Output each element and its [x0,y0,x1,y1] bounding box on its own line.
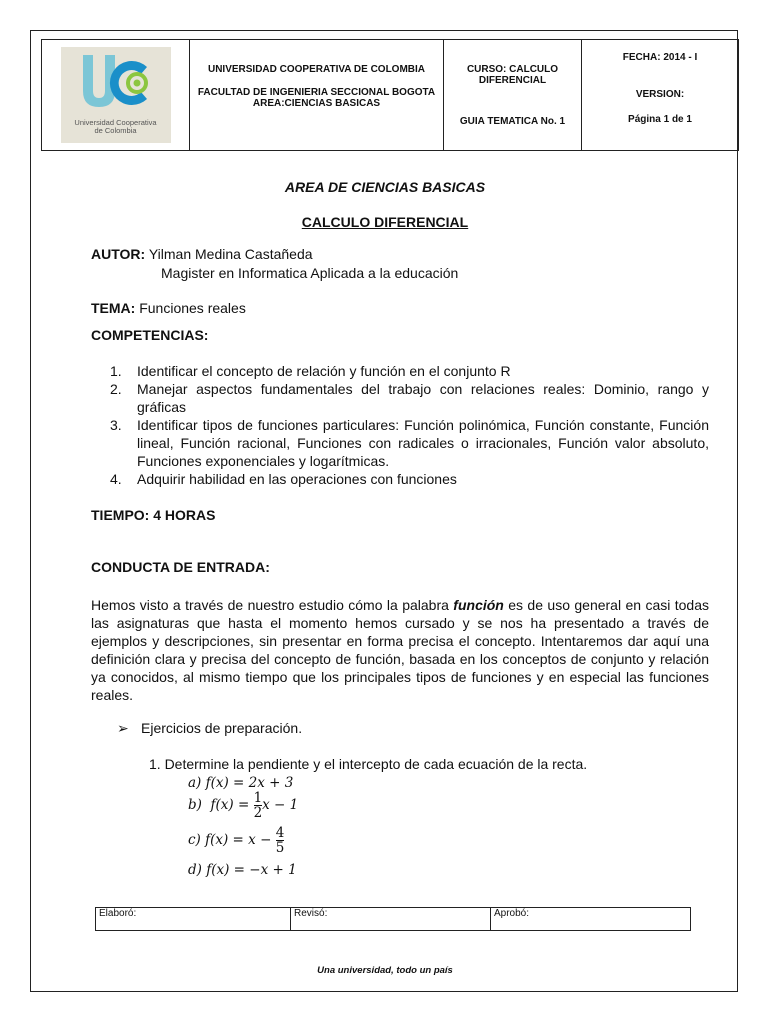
header-table [41,39,739,151]
university-logo [61,47,171,143]
arrow-bullet-icon: ➢ [117,720,129,736]
course-line2: DIFERENCIAL [478,75,547,86]
topic-line [91,299,246,317]
course-cell [444,40,582,150]
university-name: UNIVERSIDAD COOPERATIVA DE COLOMBIA [207,64,426,75]
guide-number: GUIA TEMATICA No. 1 [459,116,566,127]
document-page [30,30,738,992]
approved-by-cell: Aprobó: [494,908,530,919]
logo-text-line1: Universidad Cooperativa [74,118,157,127]
page-number: Página 1 de 1 [628,114,692,125]
equation-d: d) f(x) = −x + 1 [188,862,297,878]
list-item: 4. Adquirir habilidad en las operaciones con funciones [110,471,457,487]
time-heading: TIEMPO: 4 HORAS [91,507,216,523]
topic-value: Funciones reales [139,300,246,316]
author-degree: Magister en Informatica Aplicada a la educación [161,265,459,281]
topic-label: TEMA: [91,300,136,316]
faculty-name: FACULTAD DE INGENIERIA SECCIONAL BOGOTA [197,87,436,98]
fraction-c: $\frac{4}{5}$ [275,825,285,856]
equation-a: a) f(x) = 2x + 3 [188,775,294,791]
ucc-logo-icon [61,47,171,117]
list-item: 2. Manejar aspectos fundamentales del trabajo con relaciones reales: Dominio, rango y gráficas [110,381,709,415]
course-title: CALCULO DIFERENCIAL [301,214,469,230]
course-line1: CURSO: CALCULO [466,64,559,75]
equation-c: c) f(x) = x − $\frac{4}{5}$ [188,825,285,856]
signature-table [95,907,691,931]
date-text: FECHA: 2014 - I [622,52,698,63]
area-title: AREA DE CIENCIAS BASICAS [284,179,486,195]
made-by-cell: Elaboró: [96,908,291,930]
logo-text-line2: de Colombia [94,126,137,135]
entry-heading: CONDUCTA DE ENTRADA: [91,559,270,575]
reviewed-by-cell: Revisó: [291,908,491,930]
author-line [91,245,313,263]
equation-b: b) f(x) = $\frac{1}{2}$ x − 1 [188,790,299,821]
logo-cell [42,40,190,150]
fraction-b: $\frac{1}{2}$ [253,790,263,821]
footer-slogan: Una universidad, todo un país [317,965,453,976]
author-name: Yilman Medina Castañeda [148,246,313,262]
date-cell [582,40,738,150]
exercise-bullet: ➢ Ejercicios de preparación. [117,720,303,736]
list-item: 1. Identificar el concepto de relación y función en el conjunto R [110,363,511,379]
author-label: AUTOR: [91,246,146,262]
version-text: VERSION: [635,89,685,100]
competencies-heading: COMPETENCIAS: [91,327,209,343]
emphasis-funcion: función [453,597,504,613]
entry-paragraph: Hemos visto a través de nuestro estudio cómo la palabra función es de uso general en casi todas las asignaturas que hasta el momento hemos cursado y se nos ha presentado a través de ejemplos y descripciones, sin presentar en forma precisa el concepto. Intentaremos dar aquí una definición clara y precisa del concepto de función, basada en los conceptos de conjunto y relación ya conocidos, al mismo tiempo que los principales tipos de funciones y en especial las funciones reales. [91,597,709,703]
university-cell [190,40,444,150]
question-1: 1. Determine la pendiente y el intercepto de cada ecuación de la recta. [149,756,588,772]
area-name: AREA:CIENCIAS BASICAS [252,98,381,109]
competencies-list [110,362,709,488]
list-item: 3. Identificar tipos de funciones particulares: Función polinómica, Función constante, Función lineal, Función racional, Funciones con radicales o irracionales, Función valor absoluto, Funciones exponenciales y logarítmicas. [110,417,709,469]
